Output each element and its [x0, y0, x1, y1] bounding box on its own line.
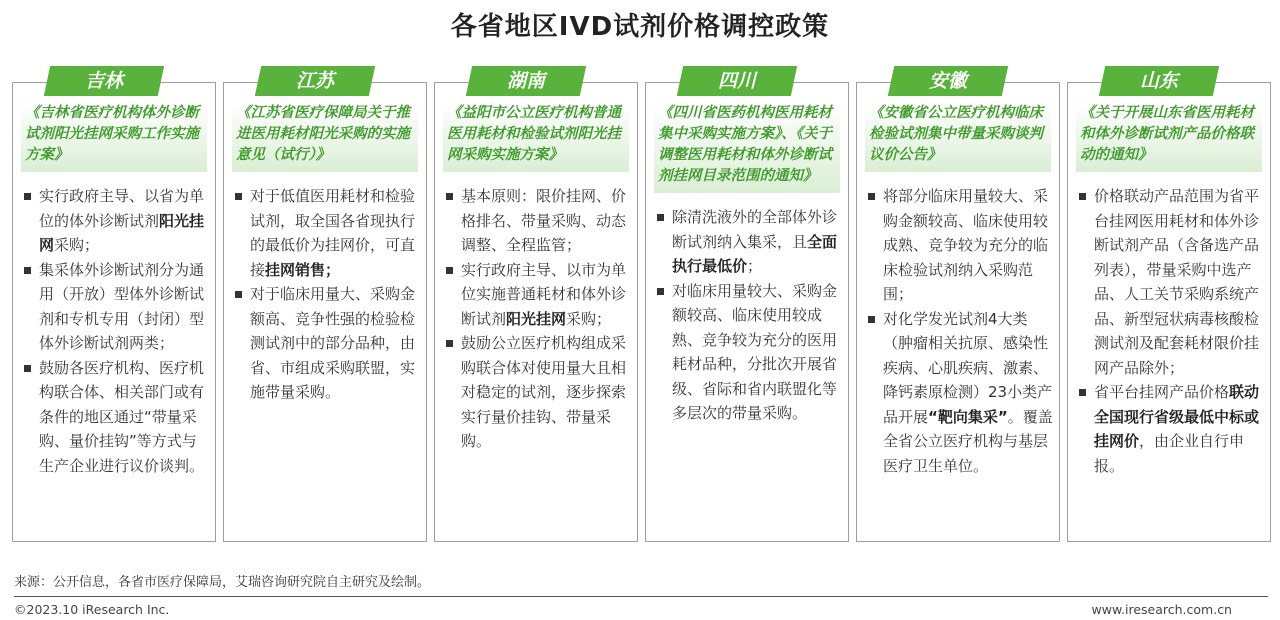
bullet-text: 基本原则：限价挂网、价格排名、带量采购、动态调整、全程监管；	[461, 187, 627, 254]
province-name: 四川	[717, 70, 756, 92]
bullet-text: ；	[747, 257, 763, 275]
bullet-emphasis: 阳光挂网	[39, 211, 205, 254]
bullet-text: 集采体外诊断试剂分为通用（开放）型体外诊断试剂和专机专用（封闭）型体外诊断试剂两类；	[39, 260, 205, 352]
policy-bullet	[234, 184, 420, 282]
bullet-text: 采购；	[566, 309, 612, 328]
bullet-text: 省平台挂网产品价格	[1094, 383, 1230, 401]
policy-column-shandong	[1067, 66, 1271, 542]
bullet-text: 鼓励公立医疗机构组成采购联合体对使用量大且相对稳定的试剂，逐步探索实行量价挂钩、带量采购。	[461, 334, 627, 450]
bullet-emphasis: 挂网销售；	[265, 260, 341, 279]
policy-bullet	[445, 258, 631, 332]
policy-bullets	[445, 184, 631, 454]
bullet-text: ，由企业自行申报。	[1094, 432, 1245, 475]
policy-bullet	[445, 184, 631, 258]
policy-bullet	[23, 184, 209, 258]
bullet-text: 对于临床用量大、采购金额高、竞争性强的检验检测试剂中的部分品种，由省、市组成采购联盟，实施带量采购。	[250, 285, 416, 401]
bullet-emphasis: 联动全国现行省级最低中标或挂网价	[1094, 383, 1260, 450]
bullet-emphasis: 阳光挂网	[506, 309, 567, 328]
bullet-text: 将部分临床用量较大、采购金额较高、临床使用较成熟、竞争较为充分的临床检验试剂纳入采购范围；	[883, 187, 1049, 303]
policy-bullets	[23, 184, 209, 478]
province-tag	[888, 66, 1008, 96]
bullet-text: 实行政府主导、以市为单位实施普通耗材和体外诊断试剂	[461, 260, 627, 328]
policy-document-title: 《安徽省公立医疗机构临床检验试剂集中带量采购谈判议价公告》	[865, 103, 1051, 172]
policy-bullet	[1078, 184, 1264, 380]
province-name: 江苏	[295, 70, 334, 92]
bullet-text: 实行政府主导、以省为单位的体外诊断试剂	[39, 187, 205, 230]
policy-bullet	[445, 331, 631, 454]
province-name: 山东	[1139, 70, 1178, 92]
policy-bullet	[234, 282, 420, 405]
policy-bullets	[1078, 184, 1264, 478]
policy-box	[223, 82, 427, 542]
policy-bullet	[1078, 380, 1264, 478]
province-name: 吉林	[84, 70, 123, 92]
policy-column-jiangsu	[223, 66, 427, 542]
policy-bullet	[656, 205, 842, 279]
policy-bullet	[23, 356, 209, 479]
province-tag	[466, 66, 586, 96]
policy-column-hunan	[434, 66, 638, 542]
policy-bullets	[867, 184, 1053, 478]
copyright-text: ©2023.10 iResearch Inc.	[14, 602, 170, 617]
bullet-text: 对于低值医用耗材和检验试剂，取全国各省现执行的最低价为挂网价，可直接	[250, 187, 416, 279]
bullet-text: 。覆盖全省公立医疗机构与基层医疗卫生单位。	[883, 407, 1053, 475]
bullet-text: 采购；	[54, 236, 100, 254]
policy-document-title: 《益阳市公立医疗机构普通医用耗材和检验试剂阳光挂网采购实施方案》	[443, 103, 629, 172]
policy-bullet	[867, 184, 1053, 307]
policy-column-sichuan	[645, 66, 849, 542]
policy-column-anhui	[856, 66, 1060, 542]
policy-box	[12, 82, 216, 542]
bullet-text: 对化学发光试剂4大类（肿瘤相关抗原、感染性疾病、心肌疾病、激素、降钙素原检测）23小类产品开展	[883, 309, 1053, 426]
province-tag	[1099, 66, 1219, 96]
policy-column-jilin	[12, 66, 216, 542]
policy-box	[434, 82, 638, 542]
policy-bullets	[656, 205, 842, 426]
bullet-text: 价格联动产品范围为省平台挂网医用耗材和体外诊断试剂产品（含备选产品列表），带量采购中选产品、人工关节采购系统产品、新型冠状病毒核酸检测试剂及配套耗材限价挂网产品除外；	[1094, 187, 1260, 377]
bullet-text: 鼓励各医疗机构、医疗机构联合体、相关部门或有条件的地区通过“带量采购、量价挂钩”等方式与生产企业进行议价谈判。	[39, 358, 205, 475]
bullet-emphasis: 全面执行最低价	[672, 232, 838, 275]
bullet-emphasis: “靶向集采”	[928, 407, 1008, 426]
province-name: 安徽	[928, 70, 967, 92]
page-title: 各省地区IVD试剂价格调控政策	[450, 12, 830, 42]
policy-box	[856, 82, 1060, 542]
province-name: 湖南	[506, 70, 545, 92]
policy-bullets	[234, 184, 420, 405]
footer-divider	[14, 596, 1268, 597]
website-url: www.iresearch.com.cn	[1091, 602, 1232, 617]
province-tag	[677, 66, 797, 96]
province-tag	[255, 66, 375, 96]
policy-bullet	[867, 307, 1053, 479]
source-note: 来源：公开信息，各省市医疗保障局，艾瑞咨询研究院自主研究及绘制。	[14, 575, 431, 590]
policy-bullet	[656, 279, 842, 426]
policy-document-title: 《四川省医药机构医用耗材集中采购实施方案》、《关于调整医用耗材和体外诊断试剂挂网目录范围的通知》	[654, 103, 840, 193]
policy-bullet	[23, 258, 209, 356]
policy-box	[1067, 82, 1271, 542]
bullet-text: 对临床用量较大、采购金额较高、临床使用较成熟、竞争较为充分的医用耗材品种，分批次开展省级、省际和省内联盟化等多层次的带量采购。	[672, 281, 838, 422]
policy-document-title: 《江苏省医疗保障局关于推进医用耗材阳光采购的实施意见（试行）》	[232, 103, 418, 172]
province-tag	[44, 66, 164, 96]
policy-box	[645, 82, 849, 542]
bullet-text: 除清洗液外的全部体外诊断试剂纳入集采，且	[672, 208, 838, 251]
policy-document-title: 《吉林省医疗机构体外诊断试剂阳光挂网采购工作实施方案》	[21, 103, 207, 172]
policy-document-title: 《关于开展山东省医用耗材和体外诊断试剂产品价格联动的通知》	[1076, 103, 1262, 172]
